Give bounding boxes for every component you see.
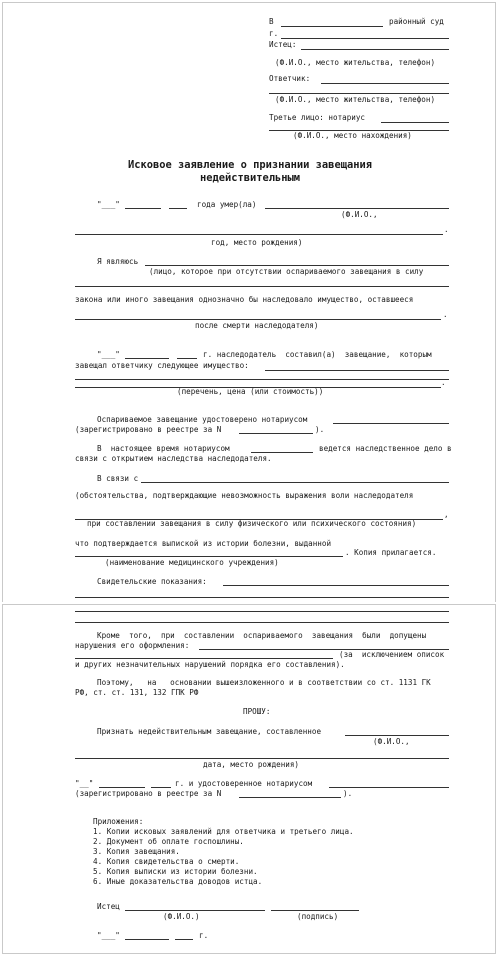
plaintiff-sign-label: Истец — [97, 902, 120, 911]
ask-heading: ПРОШУ: — [243, 707, 271, 716]
third-party-line[interactable] — [381, 122, 449, 123]
property-line-2[interactable] — [75, 379, 449, 380]
violations-line[interactable] — [75, 658, 333, 659]
end-year-text: г. — [199, 931, 209, 940]
plaintiff-signature-line[interactable] — [271, 910, 359, 911]
made-date-quote: "___" — [97, 350, 120, 359]
death-year-line[interactable] — [169, 208, 187, 209]
at-drafting-caption: при составлении завещания в силу физического или психического состояния) — [87, 519, 417, 528]
property-line-1[interactable] — [265, 370, 449, 371]
registered-close-2: ). — [343, 789, 353, 798]
deceased-birth-line[interactable] — [75, 234, 443, 235]
year-died-text: года умер(ла) — [197, 200, 257, 209]
dot-3: . — [441, 378, 446, 387]
witness-text: Свидетельские показания: — [97, 577, 207, 586]
plaintiff-line[interactable] — [301, 49, 449, 50]
certified-month-line[interactable] — [99, 787, 145, 788]
circumstances-caption: (обстоятельства, подтверждающие невозможность выражения воли наследодателя — [75, 491, 414, 500]
testator-name-line[interactable] — [345, 735, 449, 736]
dot-2: . — [443, 310, 448, 319]
fio-sig-caption: (Ф.И.О.) — [163, 912, 200, 921]
currently-text-2: ведется наследственное дело в — [319, 444, 452, 453]
witness-line-1[interactable] — [223, 585, 449, 586]
third-party-label: Третье лицо: нотариус — [269, 113, 366, 122]
certified-notary-line[interactable] — [329, 787, 449, 788]
city-line[interactable] — [281, 38, 449, 39]
deceased-name-line[interactable] — [265, 208, 449, 209]
therefore-text-1: Поэтому, на основании вышеизложенного и в соответствии со ст. 1131 ГК — [97, 678, 431, 687]
comma: , — [444, 510, 449, 519]
current-notary-line[interactable] — [251, 452, 313, 453]
defendant-caption: (Ф.И.О., место жительства, телефон) — [275, 95, 436, 104]
register-number-line[interactable] — [239, 433, 313, 434]
document-page-1 — [2, 2, 496, 602]
fio-caption: (Ф.И.О., — [341, 210, 378, 219]
after-death-caption: после смерти наследодателя) — [195, 321, 319, 330]
dot-1: . — [444, 225, 449, 234]
besides-text-1: Кроме того, при составлении оспариваемого завещания были допущены — [97, 631, 427, 640]
medical-caption: (наименование медицинского учреждения) — [105, 558, 279, 567]
court-prefix: В — [269, 17, 274, 26]
attachment-item: 3. Копия завещания. — [93, 847, 180, 856]
end-date-quote: "___" — [97, 931, 120, 940]
death-month-line[interactable] — [125, 208, 161, 209]
witness-line-4[interactable] — [75, 622, 449, 623]
other-violations-text: и других незначительных нарушений порядка его составления). — [75, 660, 345, 669]
registered-text-2: (зарегистрировано в реестре за N — [75, 789, 222, 798]
relation-line-2[interactable] — [75, 286, 449, 287]
relation-line-3[interactable] — [75, 319, 441, 320]
list-caption: (перечень, цена (или стоимость)) — [177, 387, 324, 396]
document-page-2 — [2, 604, 496, 954]
certified-date-quote: "__" — [75, 779, 94, 788]
due-to-text: В связи с — [97, 474, 139, 483]
end-month-line[interactable] — [125, 939, 169, 940]
document-title-line-1: Исковое заявление о признании завещания — [128, 159, 372, 171]
circumstances-line[interactable] — [141, 482, 449, 483]
confirmed-text: что подтверждается выпиской из истории болезни, выданной — [75, 539, 332, 548]
date-place-caption: дата, место рождения) — [203, 760, 300, 769]
court-name-line[interactable] — [281, 26, 383, 27]
recognize-text: Признать недействительным завещание, составленное — [97, 727, 322, 736]
attachment-item: 4. Копия свидетельства о смерти. — [93, 857, 240, 866]
law-text: закона или иного завещания однозначно бы наследовало имущество, оставшееся — [75, 295, 414, 304]
attachment-item: 1. Копии исковых заявлений для ответчика и третьего лица. — [93, 827, 354, 836]
testator-birth-line[interactable] — [75, 758, 449, 759]
defendant-line[interactable] — [321, 83, 449, 84]
certified-text: Оспариваемое завещание удостоверено нотариусом — [97, 415, 308, 424]
i-am-text: Я являюсь — [97, 257, 139, 266]
copy-attached-text: . Копия прилагается. — [345, 548, 437, 557]
register-number-line-2[interactable] — [239, 797, 341, 798]
made-month-line[interactable] — [125, 358, 169, 359]
defendant-label: Ответчик: — [269, 74, 311, 83]
attachment-item: 2. Документ об оплате госпошлины. — [93, 837, 244, 846]
certified-year-line[interactable] — [151, 787, 171, 788]
except-text: (за исключением описок — [339, 650, 445, 659]
medical-institution-line[interactable] — [75, 556, 343, 557]
registered-text: (зарегистрировано в реестре за N — [75, 425, 222, 434]
defendant-line-2[interactable] — [269, 93, 449, 94]
attachment-item: 6. Иные доказательства доводов истца. — [93, 877, 263, 886]
made-year-line[interactable] — [177, 358, 197, 359]
attachments-title: Приложения: — [93, 817, 144, 826]
plaintiff-caption: (Ф.И.О., место жительства, телефон) — [275, 58, 436, 67]
court-suffix: районный суд — [389, 17, 444, 26]
person-caption: (лицо, которое при отсутствии оспариваемого завещания в силу — [149, 267, 424, 276]
end-year-line[interactable] — [175, 939, 193, 940]
registered-close: ). — [315, 425, 325, 434]
currently-text-1: В настоящее время нотариусом — [97, 444, 230, 453]
opening-text: связи с открытием наследства наследодателя. — [75, 454, 272, 463]
therefore-text-2: РФ, ст. ст. 131, 132 ГПК РФ — [75, 688, 199, 697]
third-party-caption: (Ф.И.О., место нахождения) — [293, 131, 412, 140]
notary-name-line[interactable] — [333, 423, 449, 424]
fio-caption-2: (Ф.И.О., — [373, 737, 410, 746]
plaintiff-name-line[interactable] — [125, 910, 265, 911]
death-date-quote: "___" — [97, 200, 120, 209]
witness-line-2[interactable] — [75, 597, 449, 598]
document-title-line-2: недействительным — [199, 172, 301, 184]
relation-line[interactable] — [145, 265, 449, 266]
testator-made-text: г. наследодатель составил(а) завещание, которым — [203, 350, 432, 359]
city-prefix: г. — [269, 29, 279, 38]
year-certified-text: г. и удостоверенное нотариусом — [175, 779, 313, 788]
witness-line-3[interactable] — [75, 611, 449, 612]
plaintiff-label: Истец: — [269, 40, 297, 49]
attachment-item: 5. Копия выписки из истории болезни. — [93, 867, 258, 876]
birth-caption: год, место рождения) — [211, 238, 303, 247]
bequeathed-text: завещал ответчику следующее имущество: — [75, 361, 249, 370]
signature-caption: (подпись) — [297, 912, 339, 921]
besides-text-2: нарушения его оформления: — [75, 641, 190, 650]
